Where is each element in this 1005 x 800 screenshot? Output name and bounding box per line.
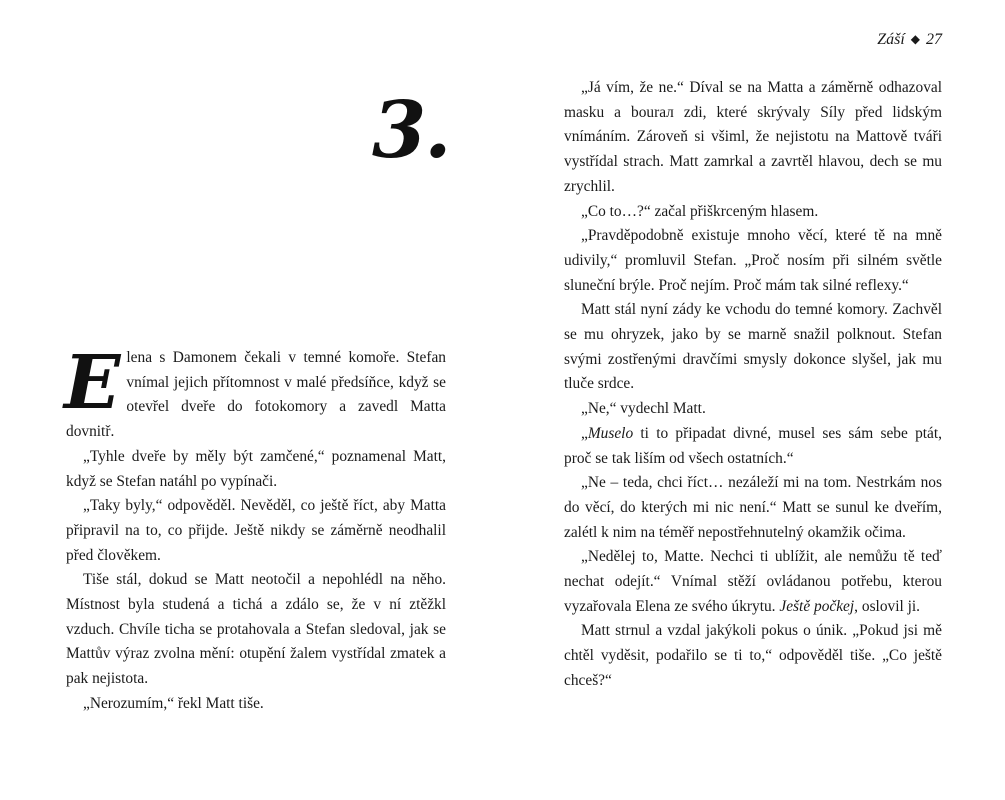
paragraph: „Já vím, že ne.“ Díval se na Matta a záměrně odhazoval masku a bourал zdi, které skrývaly Síly před lidským vnímáním. Zároveň si všiml, že nejistotu na Mattově tváři vystřídal strach. Matt zamrkal a zavrtěl hlavou, dech se mu zrychlil.	[564, 79, 942, 195]
paragraph	[564, 422, 942, 471]
paragraph: Tiše stál, dokud se Matt neotočil a nepohlédl na něho. Místnost byla studená a tichá a zdálo se, že v ní ztěžkl vzduch. Chvíle ticha se protahovala a Stefan sledoval, jak se Mattův výraz zvolna mění: otupění žalem vystřídal zmatek a pak nejistota.	[66, 571, 446, 688]
running-title: Záší	[877, 31, 905, 48]
paragraph-text: , oslovil ji.	[854, 597, 921, 615]
paragraph: „Ne – teda, chci říct… nezáleží mi na tom. Nestrkám nos do věcí, do kterých mi nic není.“ Matt se sunul ke dveřím, zalétl k nim na téměř nepostřehnutelný okamžik očima.	[564, 474, 942, 541]
drop-cap: E	[64, 340, 121, 426]
paragraph: „Ne,“ vydechl Matt.	[581, 400, 706, 418]
diamond-separator-icon: ◆	[910, 32, 920, 46]
paragraph	[64, 340, 446, 445]
paragraph: „Co to…?“ začal přiškrceným hlasem.	[581, 202, 819, 220]
paragraph-text: lena s Damonem čekali v temné komoře. Stefan vnímal jejich přítomnost v malé předsíňce, když se otevřel dveře do fotokomory a zavedl Matta dovnitř.	[66, 349, 446, 441]
paragraph: „Tyhle dveře by měly být zamčené,“ poznamenal Matt, když se Stefan natáhl po vypínači.	[66, 447, 446, 490]
paragraph-text: ti to připadat divné, musel ses sám sebe ptát, proč se tak liším od všech ostatních.“	[564, 424, 942, 467]
emphasis: Ještě počkej	[779, 597, 855, 615]
running-header	[877, 31, 942, 49]
paragraph: Matt strnul a vzdal jakýkoli pokus o únik. „Pokud jsi mě chtěl vyděsit, podařilo se ti to,“ odpověděl tiše. „Co ještě chceš?“	[564, 622, 942, 689]
left-page-text	[64, 340, 446, 717]
left-page	[0, 0, 502, 800]
paragraph	[564, 545, 942, 619]
emphasis: Muselo	[587, 424, 634, 442]
paragraph: „Nerozumím,“ řekl Matt tiše.	[83, 694, 264, 712]
paragraph: Matt stál nyní zády ke vchodu do temné komory. Zachvěl se mu ohryzek, jako by se marně snažil polknout. Stefan svými zostřenými dravčími smysly dokonce slyšel, jak mu tluče srdce.	[564, 301, 942, 393]
page-number: 27	[926, 31, 942, 48]
paragraph-text: „Nedělej to, Matte. Nechci ti ublížit, ale nemůžu tě teď nechat odejít.“ Vnímal stěží ovládanou potřebu, kterou vyzařovala Elena ze svého úkrytu.	[564, 548, 942, 615]
right-page	[502, 0, 1005, 800]
paragraph: „Taky byly,“ odpověděl. Nevěděl, co ještě říct, aby Matta připravil na to, co přijde. Ještě nikdy se záměrně neodhalil před člověkem.	[66, 497, 446, 564]
chapter-number: 3.	[372, 85, 450, 176]
paragraph: „Pravděpodobně existuje mnoho věcí, které tě na mně udivily,“ promluvil Stefan. „Proč nosím při silném světle sluneční brýle. Proč nejím. Proč mám tak silné reflexy.“	[564, 227, 942, 294]
right-page-text	[564, 76, 942, 694]
quote-open: „	[581, 424, 588, 442]
